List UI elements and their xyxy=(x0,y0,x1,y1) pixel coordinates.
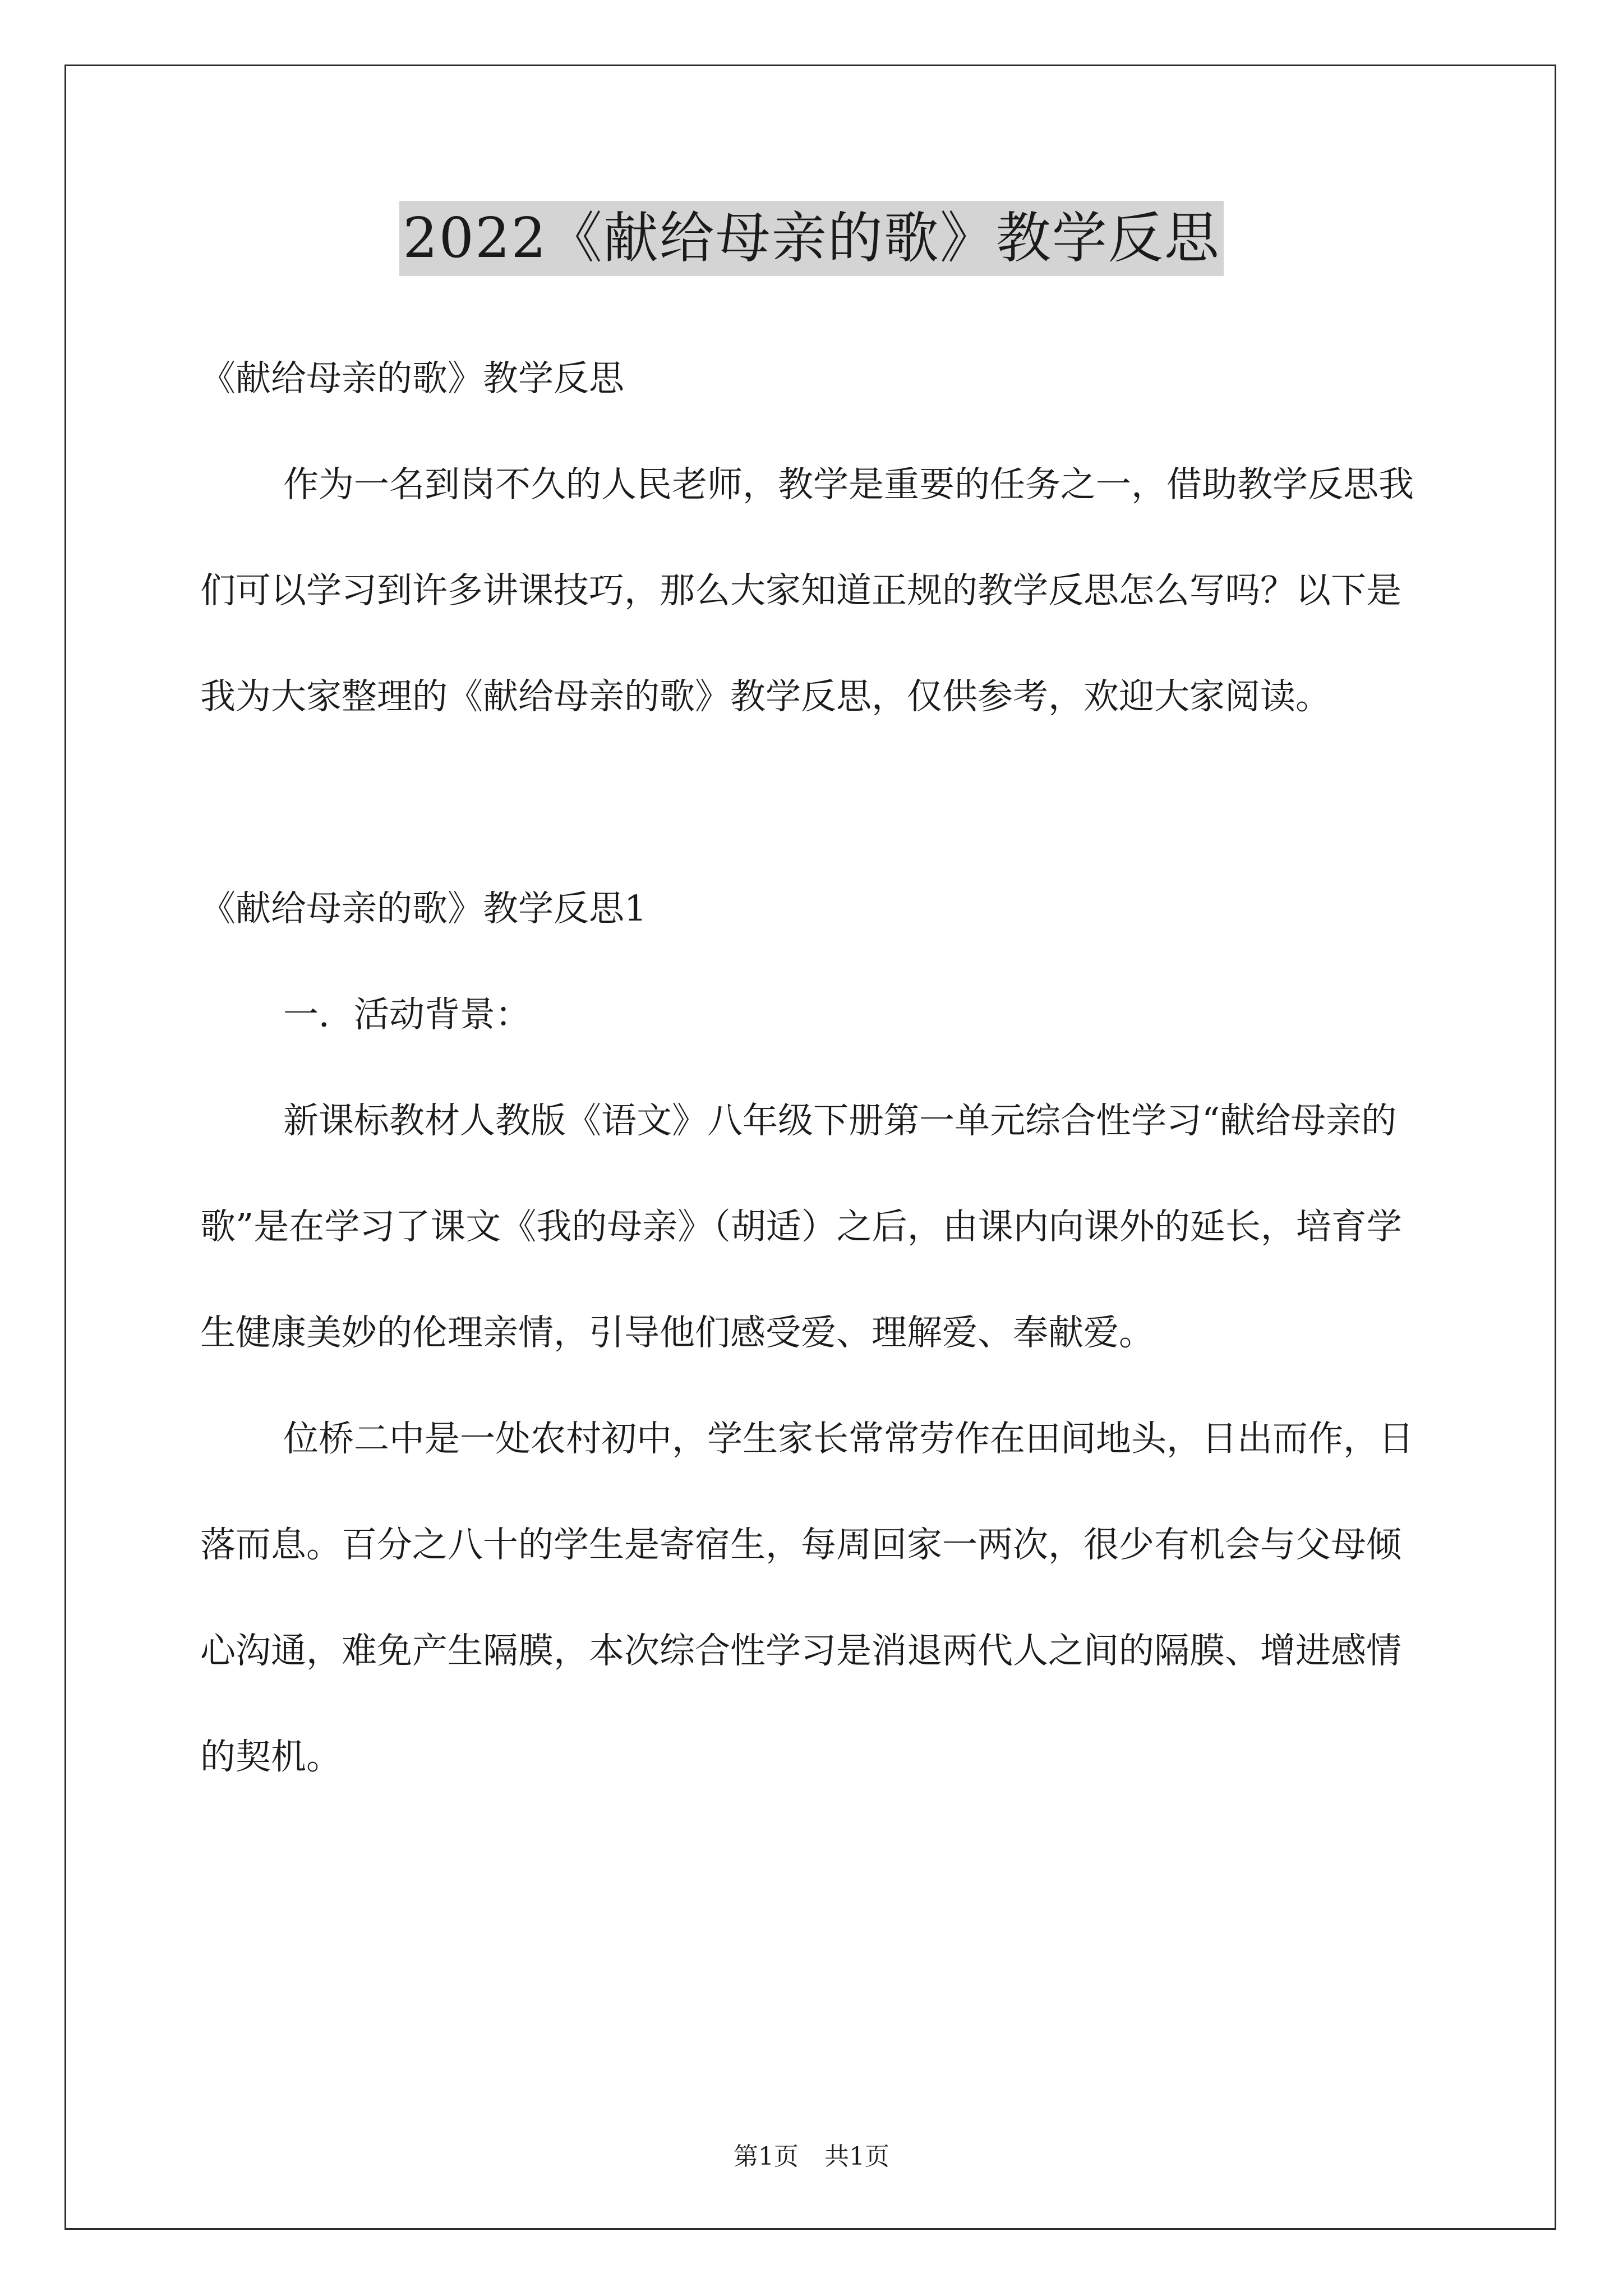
page-footer xyxy=(0,2140,1623,2174)
page-total: 共1页 xyxy=(824,2142,889,2171)
section-spacer xyxy=(200,749,1434,855)
document-subtitle: 《献给母亲的歌》教学反思 xyxy=(200,358,624,399)
body-paragraph-2: 位桥二中是一处农村初中，学生家长常常劳作在田间地头，日出而作，日落而息。百分之八十的学生是寄宿生，每周回家一两次，很少有机会与父母倾心沟通，难免产生隔膜，本次综合性学习是消退两代人之间的隔膜、增进感情的契机。 xyxy=(200,1418,1414,1777)
document-body xyxy=(200,325,1434,1810)
section-heading: 《献给母亲的歌》教学反思1 xyxy=(200,888,647,929)
title-container xyxy=(0,201,1623,276)
page-number: 第1页 xyxy=(734,2142,799,2171)
intro-paragraph: 作为一名到岗不久的人民老师，教学是重要的任务之一，借助教学反思我们可以学习到许多讲课技巧，那么大家知道正规的教学反思怎么写吗？以下是我为大家整理的《献给母亲的歌》教学反思，仅供参考，欢迎大家阅读。 xyxy=(200,464,1414,717)
body-paragraph-1: 新课标教材人教版《语文》八年级下册第一单元综合性学习“献给母亲的歌”是在学习了课文《我的母亲》（胡适）之后，由课内向课外的延长，培育学生健康美妙的伦理亲情，引导他们感受爱、理解爱、奉献爱。 xyxy=(200,1100,1402,1353)
document-title: 2022《献给母亲的歌》教学反思 xyxy=(399,201,1223,276)
subsection-heading: 一．活动背景： xyxy=(283,994,531,1035)
